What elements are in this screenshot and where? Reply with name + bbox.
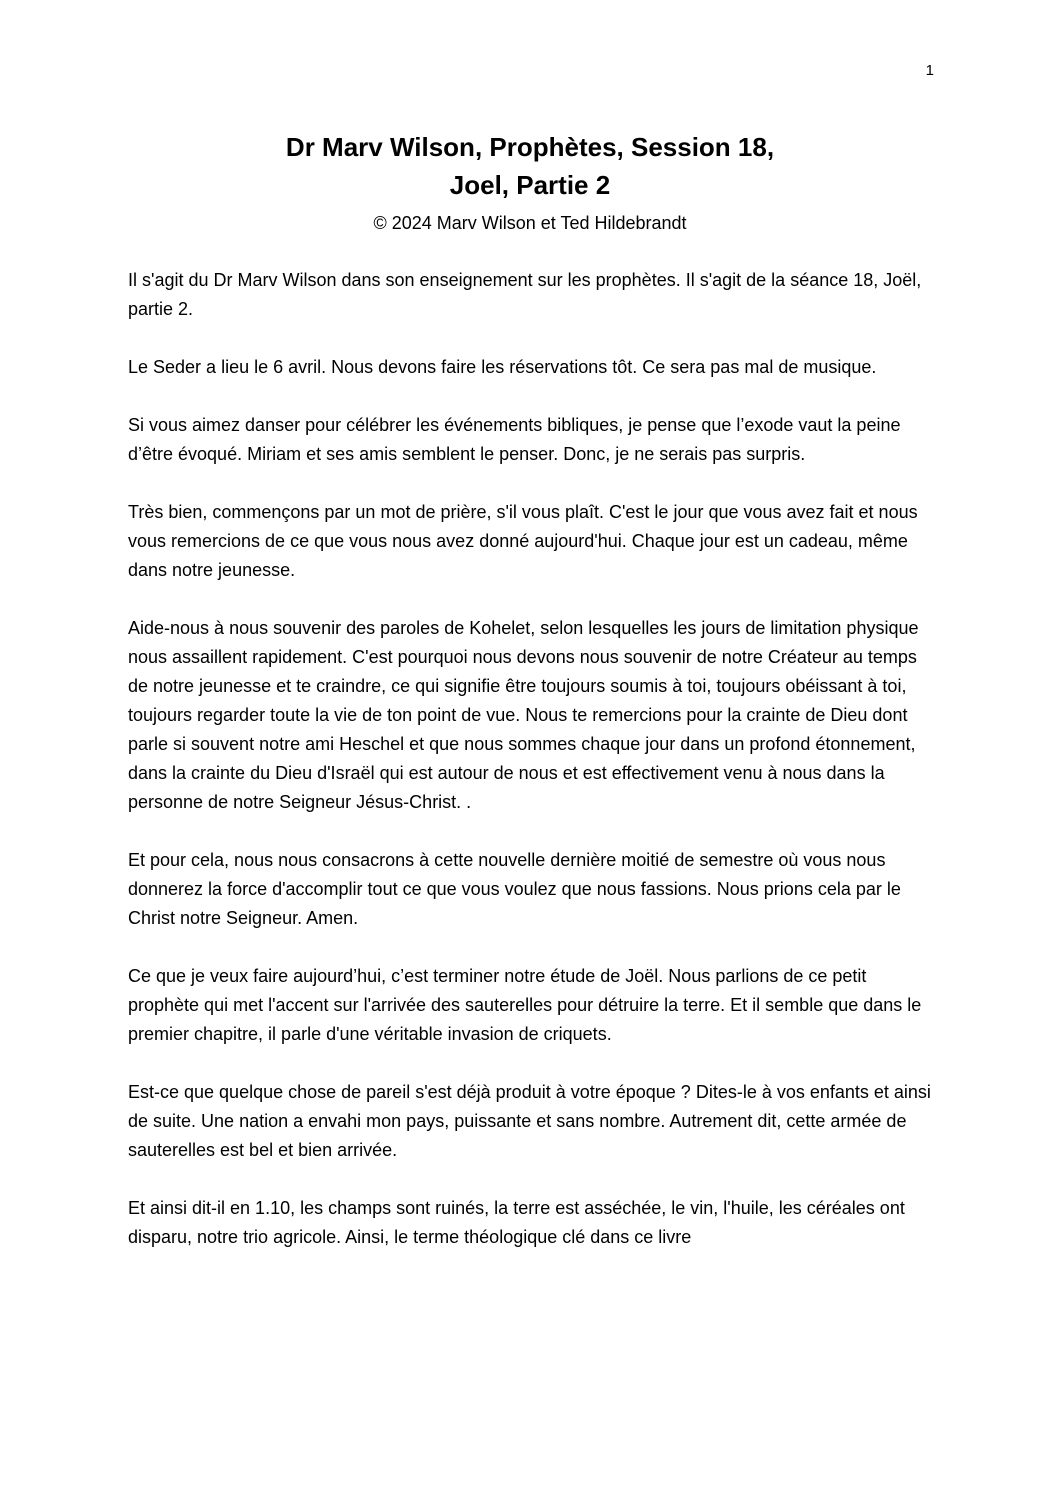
title-line-1: Dr Marv Wilson, Prophètes, Session 18, [285, 132, 775, 162]
paragraph: Il s'agit du Dr Marv Wilson dans son enseignement sur les prophètes. Il s'agit de la séance 18, Joël, partie 2. [128, 270, 922, 319]
paragraph: Et ainsi dit-il en 1.10, les champs sont ruinés, la terre est asséchée, le vin, l'huile, les céréales ont disparu, notre trio agricole. Ainsi, le terme théologique clé dans ce livre [128, 1198, 905, 1247]
document-content [128, 128, 932, 1281]
paragraph: Et pour cela, nous nous consacrons à cette nouvelle dernière moitié de semestre où vous nous donnerez la force d'accomplir tout ce que vous voulez que nous fassions. Nous prions cela par le Christ notre Seigneur. Amen. [128, 850, 901, 928]
paragraph: Ce que je veux faire aujourd’hui, c’est terminer notre étude de Joël. Nous parlions de ce petit prophète qui met l'accent sur l'arrivée des sauterelles pour détruire la terre. Et il semble que dans le premier chapitre, il parle d'une véritable invasion de criquets. [128, 966, 922, 1044]
paragraph: Très bien, commençons par un mot de prière, s'il vous plaît. C'est le jour que vous avez fait et nous vous remercions de ce que vous nous avez donné aujourd'hui. Chaque jour est un cadeau, même dans notre jeunesse. [128, 502, 918, 580]
title-line-2: Joel, Partie 2 [449, 170, 611, 200]
paragraph: Aide-nous à nous souvenir des paroles de Kohelet, selon lesquelles les jours de limitation physique nous assaillent rapidement. C'est pourquoi nous devons nous souvenir de notre Créateur au temps de notre jeunesse et te craindre, ce qui signifie être toujours soumis à toi, toujours obéissant à toi, toujours regarder toute la vie de ton point de vue. Nous te remercions pour la crainte de Dieu dont parle si souvent notre ami Heschel et que nous sommes chaque jour dans un profond étonnement, dans la crainte du Dieu d'Israël qui est autour de nous et est effectivement venu à nous dans la personne de notre Seigneur Jésus-Christ. . [128, 618, 919, 812]
paragraph: Si vous aimez danser pour célébrer les événements bibliques, je pense que l’exode vaut la peine d’être évoqué. Miriam et ses amis semblent le penser. Donc, je ne serais pas surpris. [128, 415, 901, 464]
document-title [128, 128, 932, 204]
copyright-line: © 2024 Marv Wilson et Ted Hildebrandt [373, 213, 687, 233]
page-number: 1 [925, 62, 934, 79]
paragraph: Est-ce que quelque chose de pareil s'est déjà produit à votre époque ? Dites-le à vos enfants et ainsi de suite. Une nation a envahi mon pays, puissante et sans nombre. Autrement dit, cette armée de sauterelles est bel et bien arrivée. [128, 1082, 931, 1160]
paragraph: Le Seder a lieu le 6 avril. Nous devons faire les réservations tôt. Ce sera pas mal de musique. [128, 357, 877, 377]
